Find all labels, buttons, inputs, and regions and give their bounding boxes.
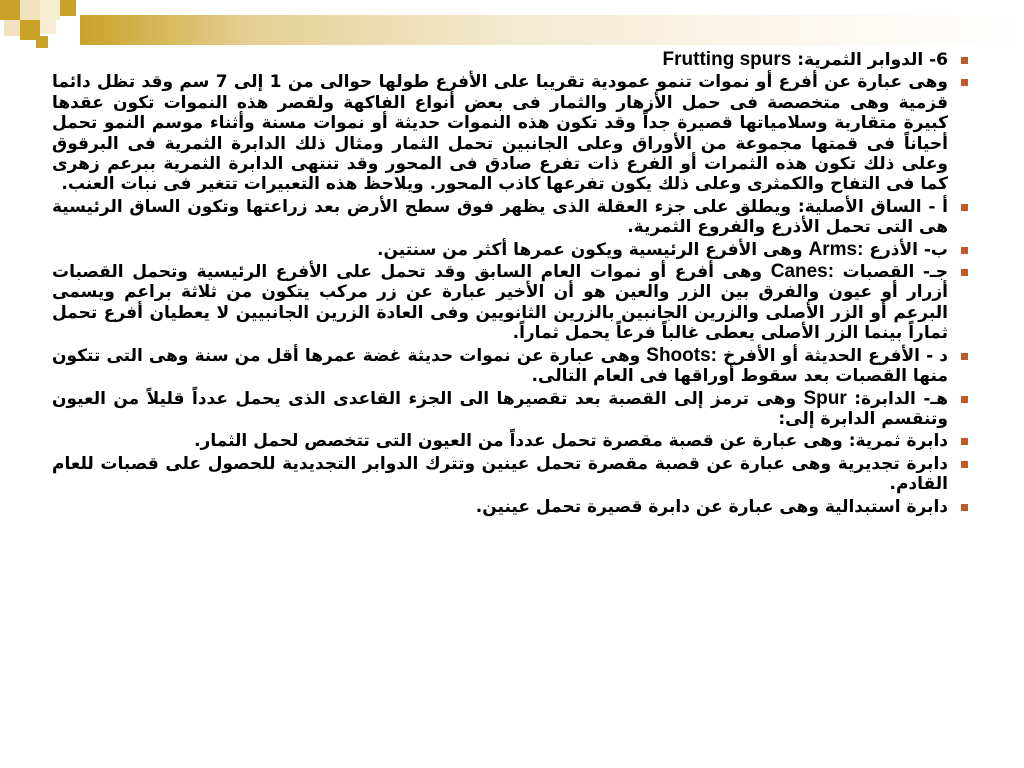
title-decoration	[0, 0, 1024, 48]
deco-square	[20, 0, 40, 20]
item-prefix: جـ-	[914, 262, 948, 283]
bullet-icon	[961, 247, 968, 254]
deco-square	[40, 18, 56, 34]
item-label: الساق الأصلية:	[797, 196, 922, 217]
bullet-icon	[961, 504, 968, 511]
deco-square	[40, 0, 60, 20]
item-label: القصبات	[842, 262, 915, 283]
item-text: وهى عبارة عن نموات حديثة غضة عمرها أقل من سنة وهى التى تتكون منها القصبات بعد سقوط أوراقها فى العام التالى.	[52, 345, 948, 387]
bullet-icon	[961, 461, 968, 468]
bullet-icon	[961, 79, 968, 86]
item-text: وهى عبارة عن قصبة مقصرة تحمل عدداً من العيون التى تتخصص لحمل الثمار.	[194, 431, 843, 452]
item-label: الأذرع	[869, 239, 918, 260]
item-label: الدوابر الثمرية:	[797, 50, 924, 70]
latin-term: Shoots:	[646, 344, 717, 366]
list-item	[52, 497, 970, 517]
deco-square	[36, 36, 48, 48]
list-item	[52, 240, 970, 260]
item-text: وهى أفرع أو نموات العام السابق وقد تحمل على الأفرع الرئيسية وتحمل القصبات أزرار أو عيون والفرق بين الزر والعين هو أن الأخير عبارة عن زر مركب يتكون من ثلاثة براعم ويسمى البرعم أو الزر الأصلى والزرين الجانبين بالزرين الثانويين وفى العادة الزرين الجانبيين لا يعطيان أفرع تحمل ثماراً بينما الزر الأصلى يعطى غالباً فرعاً يحمل ثماراً.	[52, 262, 948, 344]
bullet-icon	[961, 269, 968, 276]
list-item	[52, 197, 970, 238]
bullet-icon	[961, 438, 968, 445]
item-text: ويطلق على جزء العقلة الذى يظهر فوق سطح الأرض بعد زراعتها وتكون الساق الرئيسية هى التى تحمل الأذرع والفروع الثمرية.	[52, 196, 948, 238]
latin-term: Spur	[803, 387, 847, 409]
item-label: دابرة ثمرية:	[848, 431, 948, 452]
item-label: الدابرة:	[854, 388, 916, 409]
item-text: وهى عبارة عن أفرع أو نموات تنمو عمودية تقريبا على الأفرع طولها حوالى من 1 إلى 7 سم وقد تظل دائما قزمية وهى متخصصة فى حمل الأزهار والثمار فى بعض أنواع الفاكهة ولقصر هذه النموات تكون عقدها كبيرة متقاربة وسلامياتها قصيرة جداً وقد تكون هذه النموات حديثة أو نموات مسنة وأثناء موسم النمو تحمل أحياناً فى قمتها مجموعة من الأوراق وعلى الجانبين تحمل الثمار ومثال ذلك الدابرة الثمرية فى البرقوق وعلى ذلك تكون هذه الثمرات أو الفرع ذات تفرع صادق فى المحور وقد تنتهى الدابرة الثمرية ببرعم زهرى كما فى التفاح والكمثرى وعلى ذلك يكون تفرعها كاذب المحور. ويلاحظ هذه التعبيرات تتغير فى نبات العنب.	[52, 72, 948, 195]
item-label: دابرة تجديرية	[837, 453, 948, 474]
item-text: وهى عبارة عن دابرة قصيرة تحمل عينين.	[475, 496, 819, 517]
item-label: الأفرع الحديثة أو الأفرخ	[723, 345, 920, 366]
list-item	[52, 346, 970, 387]
item-prefix: د -	[919, 345, 948, 366]
item-text: وهى عبارة عن قصبة مقصرة تحمل عينين وتترك الدوابر التجديدية للحصول على قصبات للعام القادم.	[52, 453, 948, 495]
list-item	[52, 389, 970, 430]
item-text: وهى ترمز إلى القصبة بعد تقصيرها الى الجزء القاعدى الذى يحمل عدداً قليلاً من العيون وتنقسم الدابرة إلى:	[52, 388, 948, 429]
list-item	[52, 262, 970, 344]
deco-square	[60, 0, 76, 16]
latin-term: Frutting spurs	[662, 49, 792, 70]
latin-term: Arms:	[808, 238, 864, 260]
item-prefix: 6-	[923, 50, 948, 70]
item-prefix: أ -	[921, 196, 948, 217]
item-prefix: ب-	[917, 239, 948, 260]
list-item	[52, 454, 970, 495]
bullet-icon	[961, 396, 968, 403]
slide-content	[52, 50, 970, 762]
bullet-icon	[961, 353, 968, 360]
item-prefix: هـ-	[915, 388, 948, 409]
bullet-icon	[961, 204, 968, 211]
list-item	[52, 431, 970, 451]
item-label: دابرة استبدالية	[824, 496, 948, 517]
deco-square	[4, 20, 20, 36]
bullet-icon	[961, 57, 968, 64]
title-bar	[80, 15, 1024, 45]
latin-term: Canes:	[770, 261, 835, 283]
bullet-list	[52, 50, 970, 517]
list-item	[52, 72, 970, 194]
item-text: وهى الأفرع الرئيسية ويكون عمرها أكثر من سنتين.	[377, 239, 803, 260]
deco-square	[0, 0, 20, 20]
list-item	[52, 50, 970, 70]
